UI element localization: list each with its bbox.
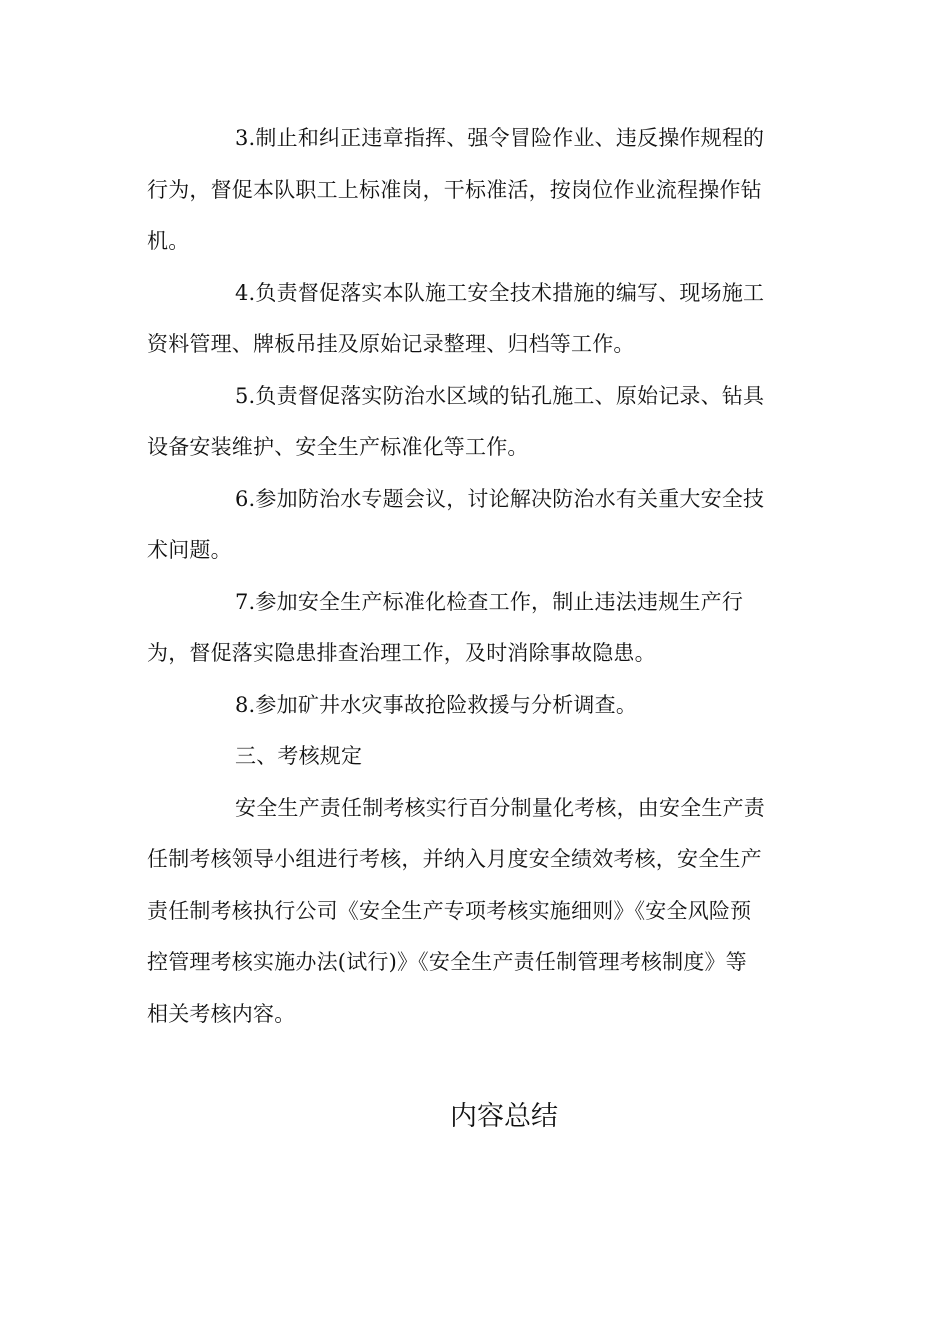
paragraph-item-4 [147, 268, 795, 371]
text-line: 8.参加矿井水灾事故抢险救援与分析调查。 [235, 692, 638, 717]
summary-title: 内容总结 [450, 1101, 558, 1132]
paragraph-item-6 [147, 474, 795, 577]
text-line: 任制考核领导小组进行考核，并纳入月度安全绩效考核，安全生产 [147, 847, 762, 871]
paragraph-item-8 [147, 680, 795, 732]
text-line: 相关考核内容。 [147, 1001, 296, 1026]
text-line: 安全生产责任制考核实行百分制量化考核，由安全生产责 [235, 795, 765, 820]
text-line: 设备安装维护、安全生产标准化等工作。 [147, 435, 529, 459]
paragraph-item-7 [147, 577, 795, 680]
text-line: 4.负责督促落实本队施工安全技术措施的编写、现场施工 [235, 280, 765, 305]
paragraph-item-5 [147, 371, 795, 474]
text-line: 三、考核规定 [235, 744, 363, 768]
text-line: 责任制考核执行公司《安全生产专项考核实施细则》《安全风险预 [147, 898, 752, 923]
text-line: 为，督促落实隐患排查治理工作，及时消除事故隐患。 [147, 641, 656, 665]
text-line: 7.参加安全生产标准化检查工作，制止违法违规生产行 [235, 589, 744, 614]
text-line: 行为，督促本队职工上标准岗，干标准活，按岗位作业流程操作钻 [147, 177, 762, 202]
assessment-paragraph [147, 783, 795, 1041]
text-line: 6.参加防治水专题会议，讨论解决防治水有关重大安全技 [235, 486, 765, 511]
paragraph-item-3 [147, 113, 795, 268]
section-heading [147, 731, 795, 783]
text-line: 术问题。 [147, 538, 232, 562]
text-line: 机。 [147, 229, 190, 253]
text-line: 控管理考核实施办法(试行)》《安全生产责任制管理考核制度》等 [147, 950, 747, 974]
text-line: 3.制止和纠正违章指挥、强令冒险作业、违反操作规程的 [235, 126, 765, 150]
document-body [147, 113, 795, 1040]
text-line: 5.负责督促落实防治水区域的钻孔施工、原始记录、钻具 [235, 383, 765, 408]
text-line: 资料管理、牌板吊挂及原始记录整理、归档等工作。 [147, 332, 635, 356]
